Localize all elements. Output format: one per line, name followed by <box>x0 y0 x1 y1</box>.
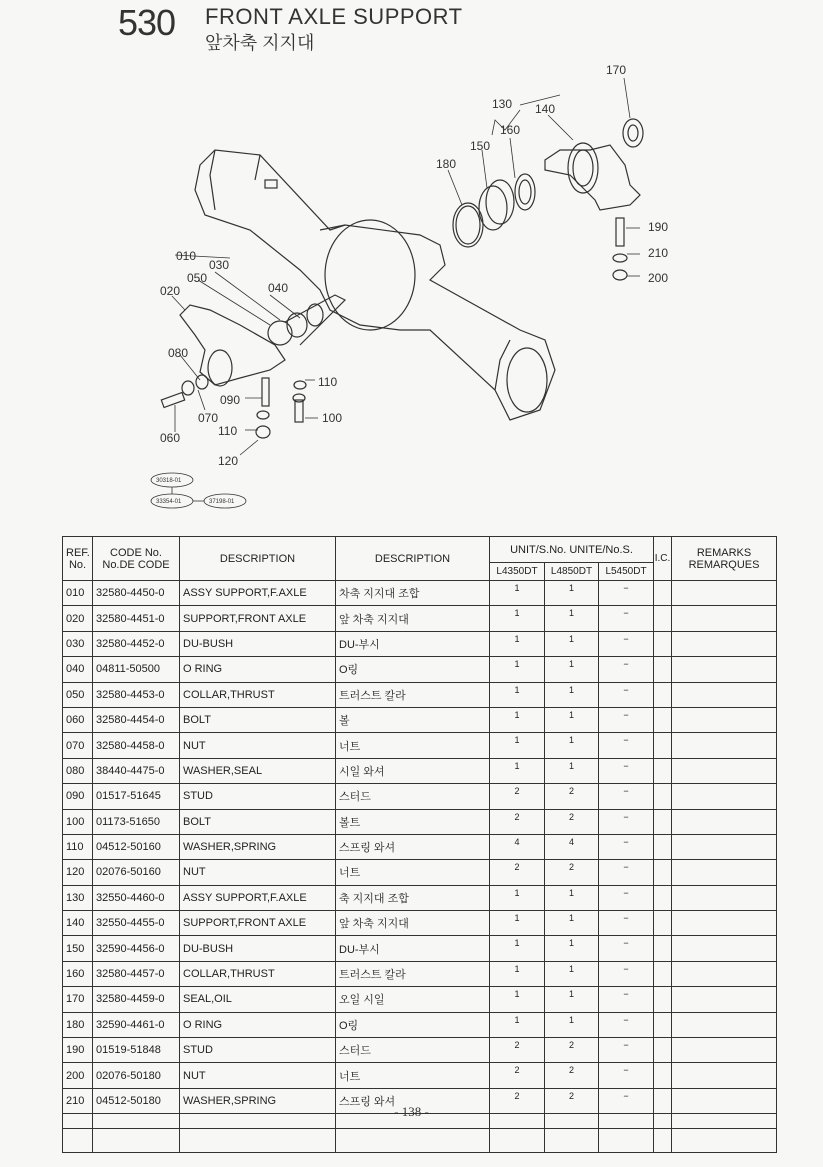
ic-cell <box>654 1038 672 1063</box>
qty-l5450dt-cell: − <box>599 834 654 859</box>
remarks-cell <box>672 885 777 910</box>
description-en-cell: BOLT <box>180 707 336 732</box>
qty-l4850dt-cell: 1 <box>545 581 599 606</box>
ic-cell <box>654 657 672 682</box>
description-ko-cell: 볼 <box>336 707 490 732</box>
description-ko-cell: 스프링 와셔 <box>336 1088 490 1113</box>
callout-140: 140 <box>535 102 556 116</box>
header-description-ko: DESCRIPTION <box>336 537 490 581</box>
callout-160: 160 <box>500 123 521 137</box>
ref-cell: 150 <box>63 936 93 961</box>
empty-cell <box>545 1129 599 1152</box>
table-row <box>63 834 777 859</box>
parts-table-body <box>63 581 777 1153</box>
description-ko-cell: 앞 차축 지지대 <box>336 606 490 631</box>
qty-l5450dt-cell: − <box>599 1038 654 1063</box>
empty-table-row <box>63 1129 777 1152</box>
qty-l4350dt-cell: 4 <box>490 834 545 859</box>
qty-l5450dt-cell: − <box>599 733 654 758</box>
remarks-cell <box>672 987 777 1012</box>
ic-cell <box>654 1063 672 1088</box>
pillow-block <box>545 145 640 210</box>
remarks-cell <box>672 1063 777 1088</box>
qty-l5450dt-cell: − <box>599 885 654 910</box>
description-ko-cell: 스프링 와셔 <box>336 834 490 859</box>
ref-cell: 120 <box>63 860 93 885</box>
description-en-cell: BOLT <box>180 809 336 834</box>
description-ko-cell: 너트 <box>336 860 490 885</box>
title-korean: 앞차축 지지대 <box>205 33 315 53</box>
serial-tag-3: 37198-01 <box>209 499 235 505</box>
qty-l5450dt-cell: − <box>599 581 654 606</box>
description-en-cell: NUT <box>180 733 336 758</box>
empty-cell <box>654 1129 672 1152</box>
qty-l4350dt-cell: 1 <box>490 936 545 961</box>
front-support <box>180 305 285 385</box>
callout-200: 200 <box>648 271 669 285</box>
callout-170: 170 <box>606 63 627 77</box>
qty-l4850dt-cell: 2 <box>545 1038 599 1063</box>
description-ko-cell: 축 지지대 조합 <box>336 885 490 910</box>
empty-cell <box>672 1129 777 1152</box>
qty-l4350dt-cell: 1 <box>490 606 545 631</box>
qty-l4850dt-cell: 2 <box>545 1063 599 1088</box>
qty-l4350dt-cell: 1 <box>490 707 545 732</box>
description-en-cell: O RING <box>180 1012 336 1037</box>
qty-l4850dt-cell: 2 <box>545 1088 599 1113</box>
table-row <box>63 606 777 631</box>
ref-cell: 090 <box>63 784 93 809</box>
code-cell: 01519-51848 <box>93 1038 180 1063</box>
serial-tag-1: 30318-01 <box>156 478 182 484</box>
remarks-cell <box>672 758 777 783</box>
table-row <box>63 809 777 834</box>
code-cell: 02076-50160 <box>93 860 180 885</box>
table-row <box>63 758 777 783</box>
remarks-cell <box>672 860 777 885</box>
qty-l5450dt-cell: − <box>599 784 654 809</box>
table-row <box>63 1012 777 1037</box>
ic-cell <box>654 834 672 859</box>
qty-l4850dt-cell: 2 <box>545 860 599 885</box>
callout-010: 010 <box>176 249 197 263</box>
qty-l4350dt-cell: 1 <box>490 733 545 758</box>
qty-l5450dt-cell: − <box>599 1088 654 1113</box>
qty-l4850dt-cell: 1 <box>545 885 599 910</box>
remarks-cell <box>672 936 777 961</box>
qty-l4350dt-cell: 1 <box>490 987 545 1012</box>
description-ko-cell: 트러스트 칼라 <box>336 682 490 707</box>
ref-cell: 140 <box>63 911 93 936</box>
code-cell: 02076-50180 <box>93 1063 180 1088</box>
callout-120: 120 <box>218 454 239 468</box>
code-cell: 04512-50180 <box>93 1088 180 1113</box>
description-ko-cell: O링 <box>336 657 490 682</box>
callout-050: 050 <box>187 271 208 285</box>
description-ko-cell: 시일 와셔 <box>336 758 490 783</box>
ref-cell: 050 <box>63 682 93 707</box>
callout-030: 030 <box>209 258 230 272</box>
qty-l4850dt-cell: 1 <box>545 758 599 783</box>
remarks-cell <box>672 682 777 707</box>
callout-190: 190 <box>648 220 669 234</box>
description-en-cell: SUPPORT,FRONT AXLE <box>180 606 336 631</box>
description-ko-cell: 차축 지지대 조합 <box>336 581 490 606</box>
remarks-cell <box>672 809 777 834</box>
code-cell: 32580-4454-0 <box>93 707 180 732</box>
qty-l4350dt-cell: 2 <box>490 1063 545 1088</box>
callout-130: 130 <box>492 97 513 111</box>
code-cell: 04512-50160 <box>93 834 180 859</box>
ic-cell <box>654 606 672 631</box>
ic-cell <box>654 961 672 986</box>
table-row <box>63 784 777 809</box>
code-cell: 32580-4452-0 <box>93 631 180 656</box>
table-row <box>63 961 777 986</box>
description-en-cell: STUD <box>180 1038 336 1063</box>
table-row <box>63 581 777 606</box>
empty-cell <box>490 1129 545 1152</box>
callout-110a: 110 <box>318 375 338 389</box>
callout-070: 070 <box>198 411 219 425</box>
ref-cell: 060 <box>63 707 93 732</box>
qty-l4850dt-cell: 1 <box>545 707 599 732</box>
description-ko-cell: 트러스트 칼라 <box>336 961 490 986</box>
page-number: 530 <box>118 2 176 43</box>
qty-l4350dt-cell: 2 <box>490 1038 545 1063</box>
code-cell: 32580-4451-0 <box>93 606 180 631</box>
remarks-cell <box>672 707 777 732</box>
parts-table <box>62 536 777 1153</box>
qty-l4350dt-cell: 2 <box>490 860 545 885</box>
ref-cell: 100 <box>63 809 93 834</box>
ic-cell <box>654 885 672 910</box>
qty-l4850dt-cell: 1 <box>545 733 599 758</box>
qty-l4850dt-cell: 1 <box>545 911 599 936</box>
code-cell: 32550-4460-0 <box>93 885 180 910</box>
ic-cell <box>654 758 672 783</box>
empty-cell <box>599 1129 654 1152</box>
remarks-cell <box>672 911 777 936</box>
empty-cell <box>63 1129 93 1152</box>
qty-l4350dt-cell: 1 <box>490 581 545 606</box>
qty-l5450dt-cell: − <box>599 631 654 656</box>
remarks-cell <box>672 631 777 656</box>
table-row <box>63 911 777 936</box>
description-en-cell: WASHER,SPRING <box>180 834 336 859</box>
ref-cell: 160 <box>63 961 93 986</box>
ic-cell <box>654 860 672 885</box>
ic-cell <box>654 987 672 1012</box>
code-cell: 32590-4456-0 <box>93 936 180 961</box>
remarks-cell <box>672 733 777 758</box>
qty-l4850dt-cell: 1 <box>545 682 599 707</box>
qty-l5450dt-cell: − <box>599 1063 654 1088</box>
remarks-cell <box>672 1012 777 1037</box>
header-model-3: L5450DT <box>599 563 654 581</box>
ref-cell: 170 <box>63 987 93 1012</box>
remarks-cell <box>672 784 777 809</box>
qty-l4350dt-cell: 1 <box>490 911 545 936</box>
qty-l4350dt-cell: 1 <box>490 682 545 707</box>
qty-l4350dt-cell: 1 <box>490 1012 545 1037</box>
description-en-cell: COLLAR,THRUST <box>180 961 336 986</box>
code-cell: 32580-4457-0 <box>93 961 180 986</box>
qty-l5450dt-cell: − <box>599 707 654 732</box>
ic-cell <box>654 911 672 936</box>
qty-l4850dt-cell: 1 <box>545 961 599 986</box>
header-description-en: DESCRIPTION <box>180 537 336 581</box>
table-row <box>63 860 777 885</box>
code-cell: 04811-50500 <box>93 657 180 682</box>
ref-cell: 030 <box>63 631 93 656</box>
ref-cell: 010 <box>63 581 93 606</box>
ref-cell: 200 <box>63 1063 93 1088</box>
qty-l4850dt-cell: 1 <box>545 657 599 682</box>
code-cell: 32550-4455-0 <box>93 911 180 936</box>
description-en-cell: O RING <box>180 657 336 682</box>
ref-cell: 210 <box>63 1088 93 1113</box>
qty-l4350dt-cell: 1 <box>490 885 545 910</box>
description-en-cell: DU-BUSH <box>180 936 336 961</box>
description-ko-cell: 스터드 <box>336 784 490 809</box>
ic-cell <box>654 682 672 707</box>
ref-cell: 190 <box>63 1038 93 1063</box>
qty-l5450dt-cell: − <box>599 1012 654 1037</box>
description-en-cell: COLLAR,THRUST <box>180 682 336 707</box>
description-en-cell: ASSY SUPPORT,F.AXLE <box>180 885 336 910</box>
code-cell: 32590-4461-0 <box>93 1012 180 1037</box>
ref-cell: 070 <box>63 733 93 758</box>
table-row <box>63 733 777 758</box>
code-cell: 01173-51650 <box>93 809 180 834</box>
qty-l5450dt-cell: − <box>599 606 654 631</box>
callout-180: 180 <box>436 157 457 171</box>
description-en-cell: WASHER,SEAL <box>180 758 336 783</box>
description-ko-cell: 너트 <box>336 1063 490 1088</box>
description-en-cell: DU-BUSH <box>180 631 336 656</box>
title-english: FRONT AXLE SUPPORT <box>205 4 463 29</box>
ic-cell <box>654 631 672 656</box>
remarks-cell <box>672 581 777 606</box>
table-row <box>63 1038 777 1063</box>
qty-l5450dt-cell: − <box>599 657 654 682</box>
qty-l4850dt-cell: 1 <box>545 1012 599 1037</box>
ref-cell: 180 <box>63 1012 93 1037</box>
ref-cell: 110 <box>63 834 93 859</box>
qty-l4850dt-cell: 2 <box>545 784 599 809</box>
table-row <box>63 885 777 910</box>
footer-page-label: - 138 - <box>394 1104 429 1119</box>
table-row <box>63 936 777 961</box>
callout-110b: 110 <box>218 424 238 438</box>
description-ko-cell: O링 <box>336 1012 490 1037</box>
ref-cell: 080 <box>63 758 93 783</box>
qty-l4850dt-cell: 1 <box>545 606 599 631</box>
ic-cell <box>654 581 672 606</box>
header-model-1: L4350DT <box>490 563 545 581</box>
description-ko-cell: 스터드 <box>336 1038 490 1063</box>
description-en-cell: NUT <box>180 1063 336 1088</box>
qty-l5450dt-cell: − <box>599 809 654 834</box>
qty-l4350dt-cell: 1 <box>490 631 545 656</box>
ic-cell <box>654 936 672 961</box>
empty-cell <box>93 1129 180 1152</box>
code-cell: 01517-51645 <box>93 784 180 809</box>
code-cell: 32580-4458-0 <box>93 733 180 758</box>
description-ko-cell: 너트 <box>336 733 490 758</box>
description-en-cell: STUD <box>180 784 336 809</box>
remarks-cell <box>672 1038 777 1063</box>
qty-l4850dt-cell: 1 <box>545 936 599 961</box>
callout-100: 100 <box>322 411 343 425</box>
qty-l5450dt-cell: − <box>599 987 654 1012</box>
description-en-cell: WASHER,SPRING <box>180 1088 336 1113</box>
qty-l4350dt-cell: 1 <box>490 961 545 986</box>
table-row <box>63 987 777 1012</box>
callout-150: 150 <box>470 139 491 153</box>
header-unit: UNIT/S.No. UNITE/No.S. <box>490 537 654 563</box>
remarks-cell <box>672 834 777 859</box>
qty-l4350dt-cell: 2 <box>490 784 545 809</box>
description-en-cell: NUT <box>180 860 336 885</box>
ref-cell: 040 <box>63 657 93 682</box>
code-cell: 38440-4475-0 <box>93 758 180 783</box>
table-row <box>63 657 777 682</box>
description-en-cell: ASSY SUPPORT,F.AXLE <box>180 581 336 606</box>
qty-l4850dt-cell: 2 <box>545 809 599 834</box>
description-ko-cell: 오일 시일 <box>336 987 490 1012</box>
ic-cell <box>654 707 672 732</box>
exploded-diagram <box>0 50 823 520</box>
qty-l5450dt-cell: − <box>599 936 654 961</box>
description-ko-cell: 볼트 <box>336 809 490 834</box>
description-en-cell: SUPPORT,FRONT AXLE <box>180 911 336 936</box>
ic-cell <box>654 1012 672 1037</box>
ref-cell: 130 <box>63 885 93 910</box>
description-ko-cell: DU-부시 <box>336 936 490 961</box>
qty-l4850dt-cell: 1 <box>545 631 599 656</box>
remarks-cell <box>672 657 777 682</box>
description-ko-cell: DU-부시 <box>336 631 490 656</box>
header-code: CODE No. No.DE CODE <box>93 537 180 581</box>
ic-cell <box>654 733 672 758</box>
ic-cell <box>654 784 672 809</box>
serial-tag-2: 33354-01 <box>156 499 182 505</box>
header-remarks: REMARKS REMARQUES <box>672 537 777 581</box>
description-en-cell: SEAL,OIL <box>180 987 336 1012</box>
table-row <box>63 1063 777 1088</box>
empty-cell <box>336 1129 490 1152</box>
qty-l4350dt-cell: 2 <box>490 1088 545 1113</box>
qty-l5450dt-cell: − <box>599 911 654 936</box>
table-row <box>63 707 777 732</box>
remarks-cell <box>672 606 777 631</box>
table-row <box>63 631 777 656</box>
remarks-cell <box>672 961 777 986</box>
header-model-2: L4850DT <box>545 563 599 581</box>
code-cell: 32580-4459-0 <box>93 987 180 1012</box>
code-cell: 32580-4450-0 <box>93 581 180 606</box>
code-cell: 32580-4453-0 <box>93 682 180 707</box>
description-ko-cell: 앞 차축 지지대 <box>336 911 490 936</box>
ic-cell <box>654 809 672 834</box>
qty-l4850dt-cell: 1 <box>545 987 599 1012</box>
callout-210: 210 <box>648 246 669 260</box>
qty-l5450dt-cell: − <box>599 961 654 986</box>
empty-cell <box>180 1129 336 1152</box>
ref-cell: 020 <box>63 606 93 631</box>
qty-l4350dt-cell: 1 <box>490 657 545 682</box>
header-ic: I.C. <box>654 537 672 581</box>
qty-l5450dt-cell: − <box>599 682 654 707</box>
callout-090: 090 <box>220 393 241 407</box>
qty-l4350dt-cell: 1 <box>490 758 545 783</box>
table-row <box>63 682 777 707</box>
qty-l4350dt-cell: 2 <box>490 809 545 834</box>
qty-l4850dt-cell: 4 <box>545 834 599 859</box>
callout-080: 080 <box>168 346 189 360</box>
header-ref: REF. No. <box>63 537 93 581</box>
qty-l5450dt-cell: − <box>599 758 654 783</box>
callout-020: 020 <box>160 284 181 298</box>
callout-040: 040 <box>268 281 289 295</box>
callout-060: 060 <box>160 431 181 445</box>
qty-l5450dt-cell: − <box>599 860 654 885</box>
